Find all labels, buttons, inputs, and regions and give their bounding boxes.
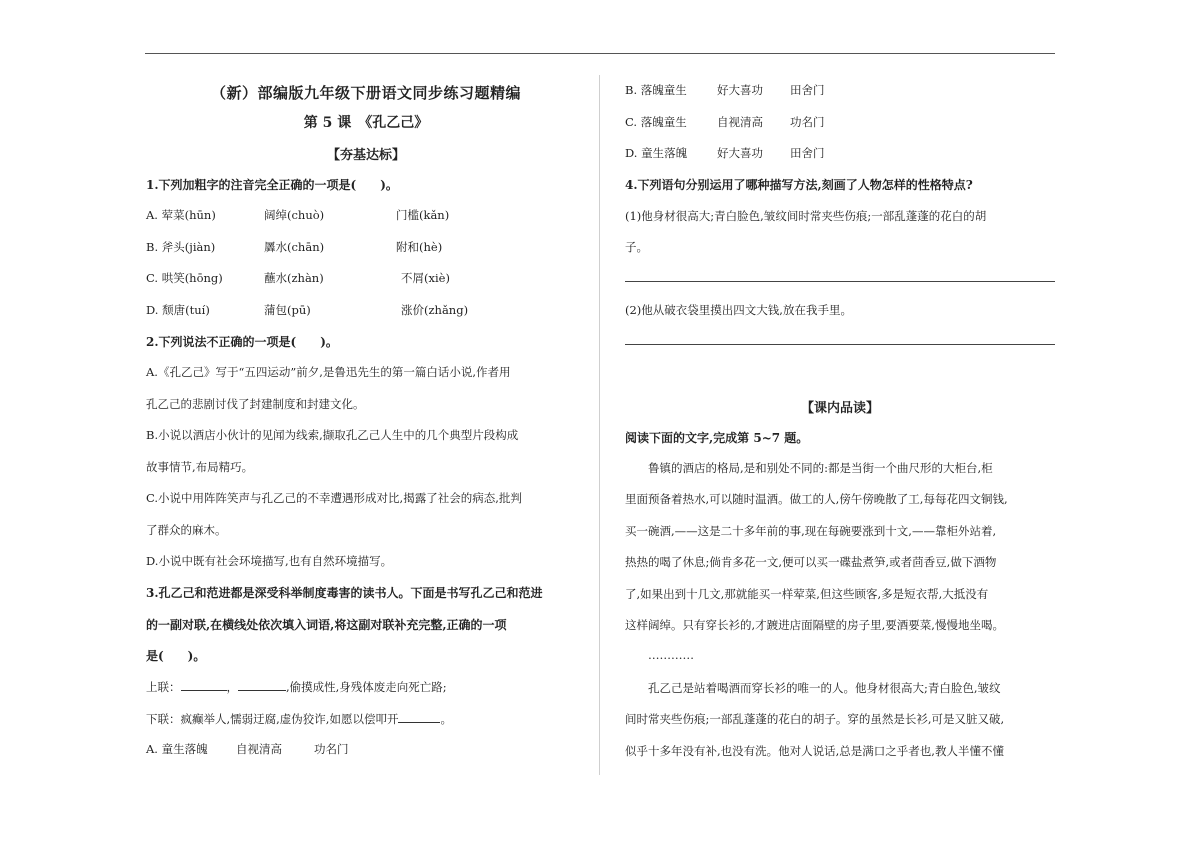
question-2-line: 孔乙己的悲剧讨伐了封建制度和封建文化。 <box>146 397 365 411</box>
question-1-stem: 1.下列加粗字的注音完全正确的一项是( )。 <box>146 178 398 192</box>
passage-ellipsis: ………… <box>648 648 694 662</box>
passage-line: 孔乙己是站着喝酒而穿长衫的唯一的人。他身材很高大;青白脸色,皱纹 <box>648 681 1001 695</box>
question-2-line: D.小说中既有社会环境描写,也有自然环境描写。 <box>146 554 393 568</box>
answer-blank[interactable] <box>238 678 286 691</box>
passage-line: 热热的喝了休息;倘肯多花一文,便可以买一碟盐煮笋,或者茴香豆,做下酒物 <box>625 555 997 569</box>
column-divider <box>599 75 600 775</box>
passage-line: 间时常夹些伤痕;一部乱蓬蓬的花白的胡子。穿的虽然是长衫,可是又脏又破, <box>625 712 1005 726</box>
answer-blank[interactable] <box>181 678 227 691</box>
passage-line: 买一碗酒,——这是二十多年前的事,现在每碗要涨到十文,——靠柜外站着, <box>625 524 997 538</box>
couplet-upper-line: 上联： ， ,偷摸成性,身残体废走向死亡路; <box>146 680 447 694</box>
answer-line-1[interactable] <box>625 281 1055 282</box>
question-4-item-2: (2)他从破衣袋里摸出四文大钱,放在我手里。 <box>625 303 852 317</box>
question-2-stem: 2.下列说法不正确的一项是( )。 <box>146 335 338 349</box>
passage-line: 鲁镇的酒店的格局,是和别处不同的:都是当街一个曲尺形的大柜台,柜 <box>648 461 993 475</box>
question-2-line: B.小说以酒店小伙计的见闻为线索,撷取孔乙己人生中的几个典型片段构成 <box>146 428 519 442</box>
couplet-lower-line: 下联：疯癫举人,懦弱迂腐,虚伪狡诈,如愿以偿叩开 。 <box>146 712 452 726</box>
answer-blank[interactable] <box>398 710 440 723</box>
reading-instruction: 阅读下面的文字,完成第 5~7 题。 <box>625 431 809 445</box>
document-title: （新）部编版九年级下册语文同步练习题精编 <box>210 84 521 102</box>
question-3-stem: 是( )。 <box>146 649 206 663</box>
section-heading-basics: 【夯基达标】 <box>326 148 405 163</box>
question-3-stem: 的一副对联,在横线处依次填入词语,将这副对联补充完整,正确的一项 <box>146 618 507 632</box>
question-4-item-1: (1)他身材很高大;青白脸色,皱纹间时常夹些伤痕;一部乱蓬蓬的花白的胡 <box>625 209 987 223</box>
question-2-line: C.小说中用阵阵笑声与孔乙己的不幸遭遇形成对比,揭露了社会的病态,批判 <box>146 491 522 505</box>
question-2-line: 故事情节,布局精巧。 <box>146 460 254 474</box>
question-2-line: 了群众的麻木。 <box>146 523 227 537</box>
answer-line-2[interactable] <box>625 344 1055 345</box>
section-heading-reading: 【课内品读】 <box>800 401 879 416</box>
passage-line: 里面预备着热水,可以随时温酒。做工的人,傍午傍晚散了工,每每花四文铜钱, <box>625 492 1008 506</box>
lesson-title: 第 5 课 《孔乙己》 <box>303 115 429 131</box>
page-top-rule <box>145 53 1055 54</box>
question-4-item-1: 子。 <box>625 240 648 254</box>
passage-line: 这样阔绰。只有穿长衫的,才踱进店面隔壁的房子里,要酒要菜,慢慢地坐喝。 <box>625 618 1004 632</box>
question-3-stem: 3.孔乙己和范进都是深受科举制度毒害的读书人。下面是书写孔乙己和范进 <box>146 586 543 600</box>
passage-line: 了,如果出到十几文,那就能买一样荤菜,但这些顾客,多是短衣帮,大抵没有 <box>625 587 989 601</box>
question-4-stem: 4.下列语句分别运用了哪种描写方法,刻画了人物怎样的性格特点? <box>625 178 973 192</box>
passage-line: 似乎十多年没有补,也没有洗。他对人说话,总是满口之乎者也,教人半懂不懂 <box>625 744 1004 758</box>
question-2-line: A.《孔乙己》写于“五四运动”前夕,是鲁迅先生的第一篇白话小说,作者用 <box>146 365 511 379</box>
